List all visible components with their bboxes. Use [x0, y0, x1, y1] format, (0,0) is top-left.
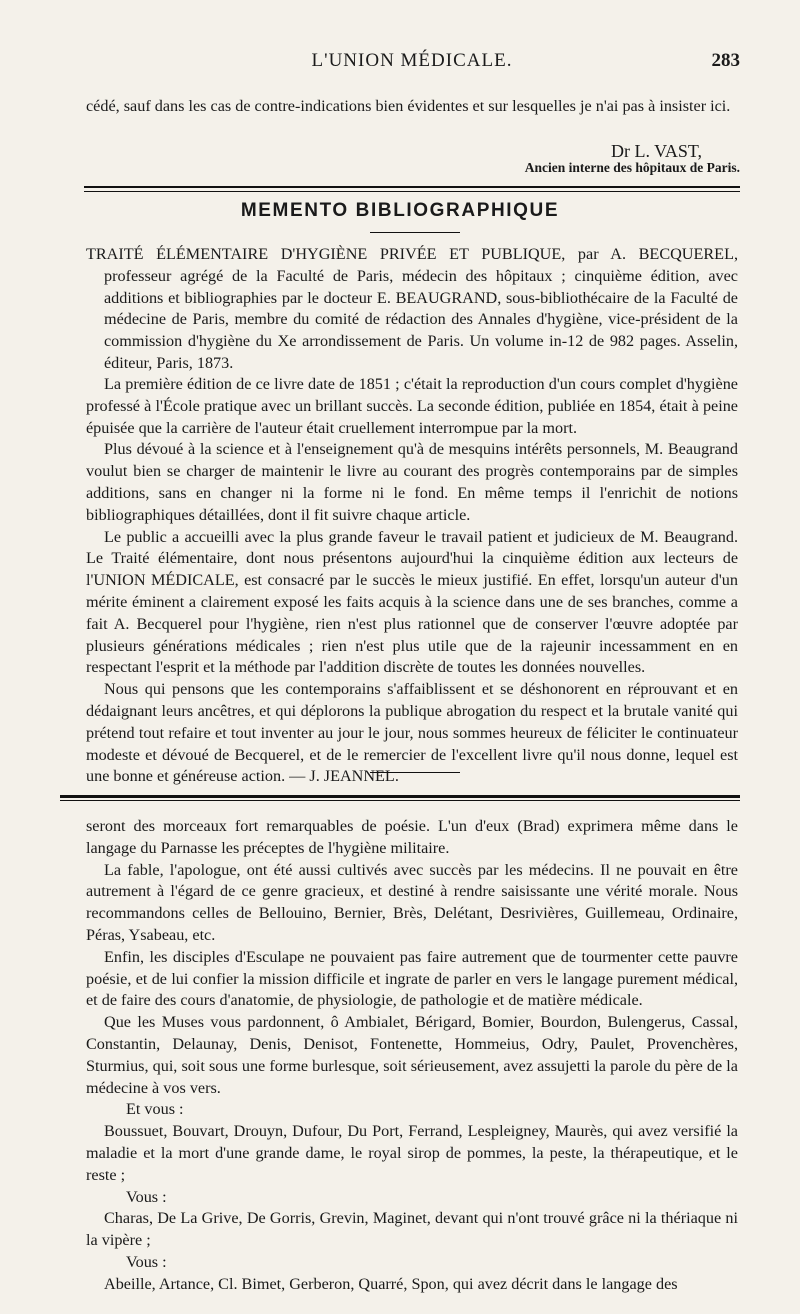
- author-signature: Dr L. VAST,: [610, 141, 702, 161]
- section-title: MEMENTO BIBLIOGRAPHIQUE: [240, 200, 560, 221]
- section-divider: [84, 186, 740, 192]
- feuilleton-paragraph: seront des morceaux fort remarquables de poésie. L'un d'eux (Brad) exprimera même dans le langage du Parnasse les préceptes de l'hygiène militaire.: [86, 817, 738, 857]
- feuilleton-aside: Vous :: [126, 1187, 167, 1206]
- feuilleton-paragraph: Charas, De La Grive, De Gorris, Grevin, Maginet, devant qui n'ont trouvé grâce ni la thériaque ni la vipère ;: [86, 1209, 738, 1250]
- author-affiliation: Ancien interne des hôpitaux de Paris.: [524, 160, 740, 175]
- feuilleton-paragraph: Que les Muses vous pardonnent, ô Ambialet, Bérigard, Bomier, Bourdon, Bulengerus, Cassal, Constantin, Delaunay, Denis, Denisot, Fontenette, Hommeius, Odry, Paulet, Provenchères, Sturmius, qui, soit sous une forme burlesque, soit sérieusement, avez assujetti la parole du père de la médecine à vos vers.: [86, 1013, 738, 1097]
- continuation-text: cédé, sauf dans les cas de contre-indications bien évidentes et sur lesquelles je n'ai pas à insister ici.: [86, 97, 731, 115]
- review-body: [86, 374, 738, 788]
- feuilleton-paragraph: Enfin, les disciples d'Esculape ne pouvaient pas faire autrement que de tourmenter cette pauvre poésie, et de lui confier la mission difficile et ingrate de parler en vers le langage purement médical, et de faire des cours d'anatomie, de physiologie, de pathologie et de matière médicale.: [86, 947, 738, 1010]
- review-paragraph: Nous qui pensons que les contemporains s'affaiblissent et se déshonorent en réprouvant et en dédaignant leurs ancêtres, et qui déplorons la publique abrogation du respect et la brutale vanité qui prétend tout refaire et tout inventer au jour le jour, nous sommes heureux de féliciter le continuateur modeste et dévoué de Becquerel, et de le remercier de l'excellent livre qu'il nous donne, lequel est une bonne et généreuse action. — J. JEANNEL.: [86, 680, 738, 786]
- feuilleton-body: [86, 816, 738, 1296]
- feuilleton-paragraph: Boussuet, Bouvart, Drouyn, Dufour, Du Port, Ferrand, Lespleigney, Maurès, qui avez versifié la maladie et la mort d'une grande dame, le royal sirop de pommes, la peste, la thérapeutique, et le reste ;: [86, 1122, 738, 1184]
- page-number: 283: [711, 50, 740, 71]
- book-entry: [86, 244, 738, 375]
- title-underline: [370, 232, 460, 233]
- article-continuation: [86, 96, 738, 118]
- feuilleton-divider: [60, 795, 740, 801]
- review-paragraph: La première édition de ce livre date de 1851 ; c'était la reproduction d'un cours complet d'hygiène professé à l'École pratique avec un brillant succès. La seconde édition, publiée en 1854, était à peine épuisée que la carrière de l'auteur était cruellement interrompue par la mort.: [86, 375, 738, 437]
- review-end-rule: [370, 772, 460, 773]
- page-header: [84, 50, 740, 76]
- bibliographic-entry: TRAITÉ ÉLÉMENTAIRE D'HYGIÈNE PRIVÉE ET PUBLIQUE, par A. BECQUEREL, professeur agrégé de la Faculté de Paris, médecin des hôpitaux ; cinquième édition, avec additions et bibliographies par le docteur E. BEAUGRAND, sous-bibliothécaire de la Faculté de médecine de Paris, membre du comité de rédaction des Annales d'hygiène, vice-président de la commission d'hygiène du Xe arrondissement de Paris. Un volume in-12 de 982 pages. Asselin, éditeur, Paris, 1873.: [86, 245, 738, 372]
- feuilleton-aside: Et vous :: [126, 1100, 184, 1119]
- review-paragraph: Plus dévoué à la science et à l'enseignement qu'à de mesquins intérêts personnels, M. Beaugrand voulut bien se charger de maintenir le livre au courant des progrès contemporains par de simples additions, sans en changer ni la forme ni le fond. En même temps il l'enrichit de notions bibliographiques détaillées, dont il fit suivre chaque article.: [86, 440, 738, 524]
- feuilleton-aside: Vous :: [126, 1252, 167, 1271]
- feuilleton-paragraph: La fable, l'apologue, ont été aussi cultivés avec succès par les médecins. Il ne pouvait en être autrement à l'égard de ce genre gracieux, et destiné à rendre saisissante une vérité morale. Nous recommandons celles de Bellouino, Bernier, Brès, Delétant, Desrivières, Guillemeau, Ordinaire, Péras, Ysabeau, etc.: [86, 860, 738, 944]
- feuilleton-paragraph: Abeille, Artance, Cl. Bimet, Gerberon, Quarré, Spon, qui avez décrit dans le langage des: [104, 1274, 678, 1293]
- review-paragraph: Le public a accueilli avec la plus grande faveur le travail patient et judicieux de M. Beaugrand. Le Traité élémentaire, dont nous présentons aujourd'hui la cinquième édition aux lecteurs de l'UNION MÉDICALE, est consacré par le succès le mieux justifié. En effet, lorsqu'un auteur d'un mérite éminent a clairement exposé les faits acquis à la science dans une de ses branches, comme a fait A. Becquerel pour l'hygiène, rien n'est plus rationnel que de conserver l'œuvre adoptée par plusieurs générations médicales ; rien n'est plus utile que de la rajeunir incessamment en en respectant l'esprit et la méthode par l'addition discrète de toutes les données nouvelles.: [86, 527, 738, 677]
- running-title: L'UNION MÉDICALE.: [311, 50, 513, 71]
